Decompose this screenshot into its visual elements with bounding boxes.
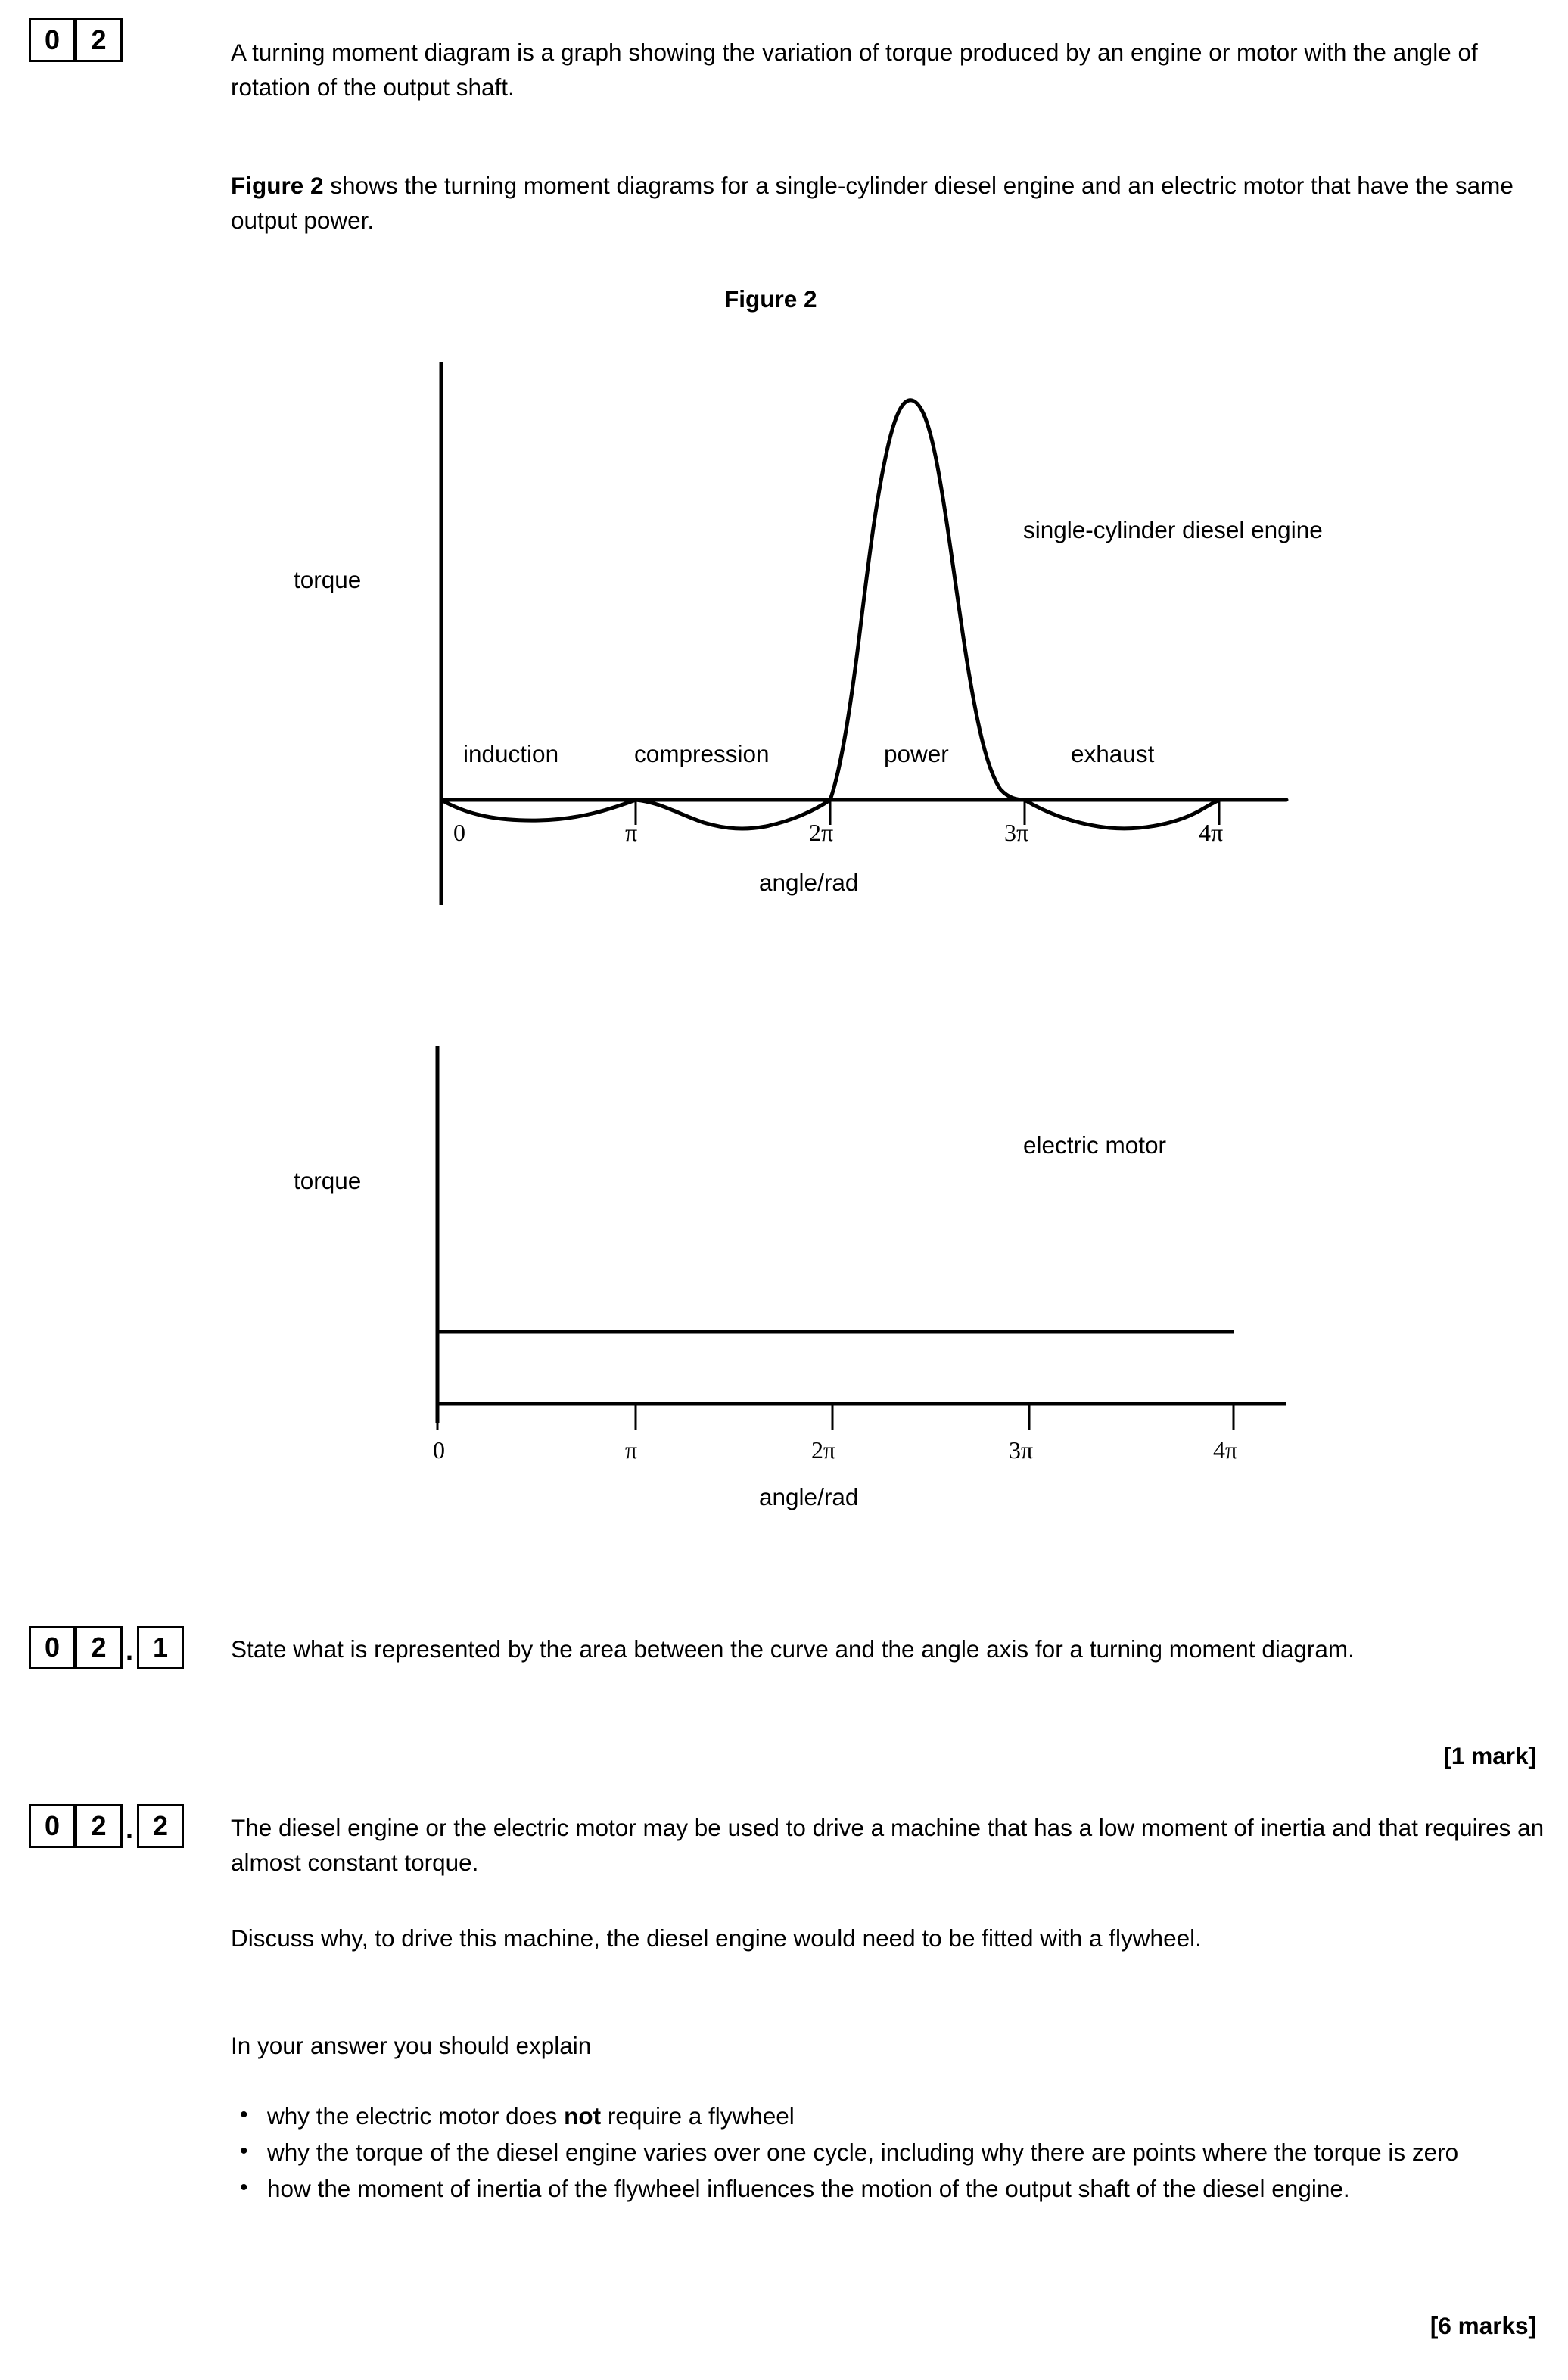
part2-paragraph-3: In your answer you should explain [231,2032,592,2059]
diesel-y-axis-label: torque [294,566,362,593]
diesel-curve-label-text: single-cylinder diesel engine [1023,516,1323,543]
bullet-1-pre: why the electric motor does [267,2102,565,2130]
motor-ticklabel-0: 0 [433,1436,445,1464]
motor-x-axis-label: angle/rad [759,1483,859,1510]
bullet-3-text: how the moment of inertia of the flywheel influences the motion of the output shaft of the diesel engine. [267,2175,1350,2202]
part1-digit-box: 0 [29,1626,76,1669]
part1-dot: . [126,1635,134,1666]
figure-title: Figure 2 [724,285,817,313]
stroke-label-exhaust: exhaust [1071,740,1155,767]
bullet-1-post: require a flywheel [601,2102,795,2130]
diesel-ticklabel-0: 0 [453,819,465,846]
diesel-ticklabel-3pi: 3π [1004,819,1029,846]
part2-paragraph-1: The diesel engine or the electric motor may be used to drive a machine that has a low moment of inertia and that requires an almost constant torque. [231,1814,1545,1876]
motor-y-axis-label: torque [294,1167,362,1194]
stroke-label-compression: compression [634,740,770,767]
motor-curve-label: electric motor [1023,1131,1167,1159]
diesel-ticklabel-pi: π [625,819,638,846]
stroke-label-power: power [884,740,949,767]
list-item [231,2135,1548,2170]
bullet-1-bold: not [564,2102,602,2130]
part1-sub-digit-box: 1 [137,1626,184,1669]
diesel-x-axis-label: angle/rad [759,869,859,896]
part2-marks: [6 marks] [1430,2312,1536,2339]
list-item [231,2171,1548,2206]
intro-paragraph: A turning moment diagram is a graph showing the variation of torque produced by an engine or motor with the angle of rotation of the output shaft. [231,39,1478,101]
diesel-ticklabel-4pi: 4π [1199,819,1224,846]
list-item [231,2098,1548,2133]
question-digit-box: 0 [29,18,76,62]
motor-ticklabel-4pi: 4π [1213,1436,1238,1464]
part2-digit-box: 0 [29,1804,76,1848]
part2-dot: . [126,1813,134,1844]
part1-marks: [1 mark] [1443,1742,1536,1769]
figure-reference-bold: Figure 2 [231,172,324,199]
part1-digit-box: 2 [76,1626,123,1669]
part2-bullet-list [231,2098,1548,2207]
question-number-02-1 [29,1626,184,1669]
question-digit-box: 2 [76,18,123,62]
motor-ticklabel-pi: π [625,1436,638,1464]
part2-paragraph-2: Discuss why, to drive this machine, the diesel engine would need to be fitted with a flywheel. [231,1924,1202,1952]
stroke-label-induction: induction [463,740,559,767]
diesel-ticklabel-2pi: 2π [809,819,834,846]
part1-question-text: State what is represented by the area between the curve and the angle axis for a turning moment diagram. [231,1635,1355,1663]
motor-ticklabel-3pi: 3π [1009,1436,1034,1464]
bullet-2-text: why the torque of the diesel engine varies over one cycle, including why there are points where the torque is zero [267,2139,1459,2166]
part2-sub-digit-box: 2 [137,1804,184,1848]
question-number-02-2 [29,1804,184,1848]
motor-ticklabel-2pi: 2π [811,1436,836,1464]
figure-reference-rest: shows the turning moment diagrams for a single-cylinder diesel engine and an electric motor that have the same output power. [231,172,1514,234]
part2-digit-box: 2 [76,1804,123,1848]
